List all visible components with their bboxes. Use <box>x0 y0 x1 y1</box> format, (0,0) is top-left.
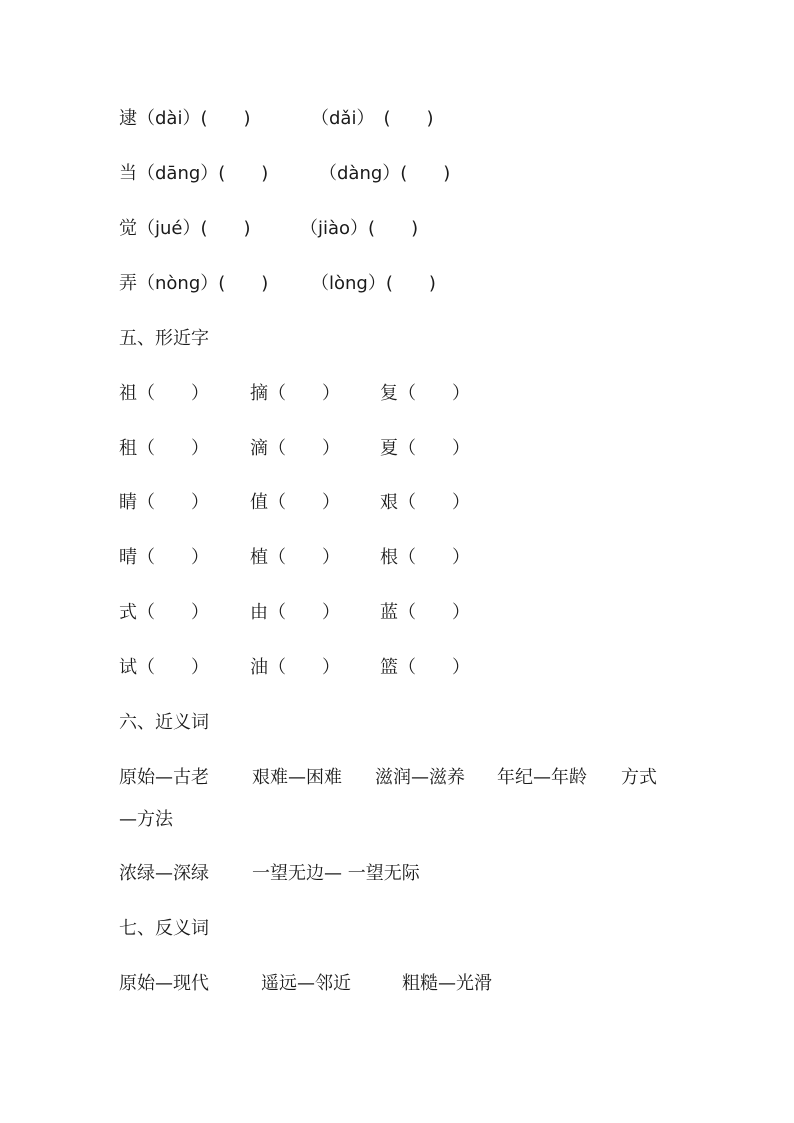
antonym-pair: 原始—现代 <box>119 973 209 994</box>
antonym-pair: 遥远—邻近 <box>261 973 351 994</box>
similar-char-cell: 蓝（ ） <box>380 602 470 623</box>
polyphone-1-b: （dǎi） ( ) <box>311 108 434 129</box>
synonym-pair: 年纪—年龄 <box>497 767 587 788</box>
synonym-pair: 原始—古老 <box>119 767 209 788</box>
polyphone-2-a: 当（dāng）( ) <box>119 163 269 184</box>
similar-char-cell: 油（ ） <box>250 657 340 678</box>
synonym-pair: 一望无边— 一望无际 <box>252 863 420 884</box>
polyphone-2-b: （dàng）( ) <box>319 163 451 184</box>
similar-char-cell: 复（ ） <box>380 383 470 404</box>
similar-char-cell: 夏（ ） <box>380 438 470 459</box>
synonym-pair: 方式 <box>621 767 657 788</box>
section-7-title: 七、反义词 <box>119 918 209 939</box>
similar-char-cell: 滴（ ） <box>250 438 340 459</box>
polyphone-1-a: 逮（dài）( ) <box>119 108 251 129</box>
similar-char-cell: 祖（ ） <box>119 383 209 404</box>
antonym-pair: 粗糙—光滑 <box>402 973 492 994</box>
similar-char-cell: 试（ ） <box>119 657 209 678</box>
similar-char-cell: 值（ ） <box>250 492 340 513</box>
synonym-pair: 艰难—困难 <box>252 767 342 788</box>
similar-char-cell: 租（ ） <box>119 438 209 459</box>
similar-char-cell: 根（ ） <box>380 547 470 568</box>
similar-char-cell: 篮（ ） <box>380 657 470 678</box>
polyphone-3-a: 觉（jué）( ) <box>119 218 251 239</box>
polyphone-4-a: 弄（nòng）( ) <box>119 273 269 294</box>
section-6-title: 六、近义词 <box>119 712 209 733</box>
similar-char-cell: 摘（ ） <box>250 383 340 404</box>
similar-char-cell: 植（ ） <box>250 547 340 568</box>
synonym-pair-continued: —方法 <box>119 809 173 830</box>
similar-char-cell: 式（ ） <box>119 602 209 623</box>
synonym-pair: 浓绿—深绿 <box>119 863 209 884</box>
polyphone-4-b: （lòng）( ) <box>311 273 436 294</box>
synonym-pair: 滋润—滋养 <box>375 767 465 788</box>
similar-char-cell: 睛（ ） <box>119 492 209 513</box>
similar-char-cell: 艰（ ） <box>380 492 470 513</box>
similar-char-cell: 由（ ） <box>250 602 340 623</box>
similar-char-cell: 晴（ ） <box>119 547 209 568</box>
polyphone-3-b: （jiào）( ) <box>300 218 419 239</box>
section-5-title: 五、形近字 <box>119 328 209 349</box>
